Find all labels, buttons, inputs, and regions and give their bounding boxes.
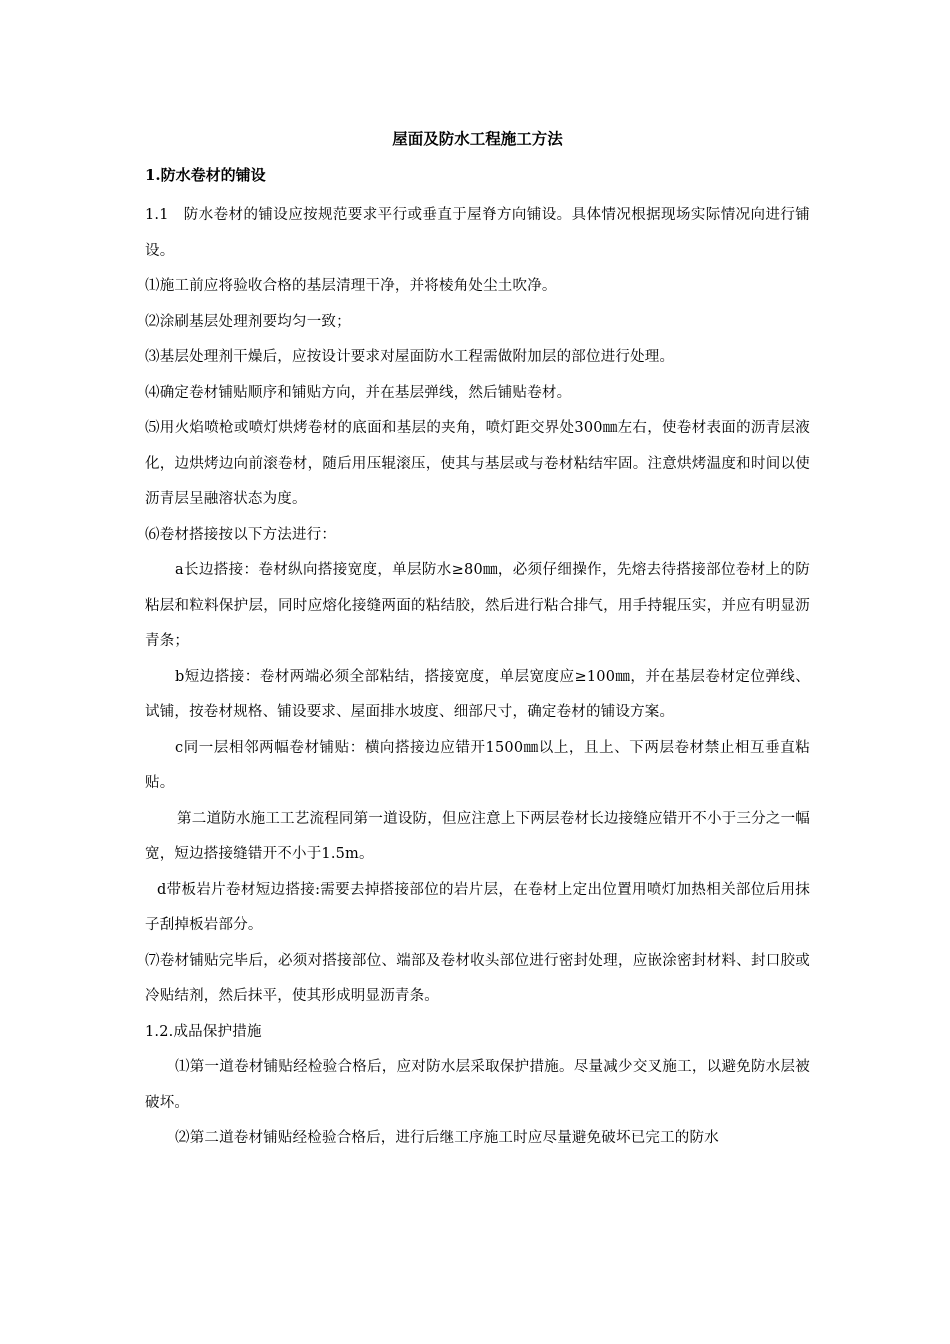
section-heading-1: 1.防水卷材的铺设	[145, 166, 266, 184]
step-2: ⑵涂刷基层处理剂要均匀一致；	[145, 313, 351, 330]
step-6-a: a长边搭接：卷材纵向搭接宽度，单层防水≥80㎜，必须仔细操作，先熔去待搭接部位卷材上的防粘层和粒料保护层，同时应熔化接缝两面的粘结胶，然后进行粘合排气，用手持辊压实，并应有明显沥青条；	[145, 562, 810, 649]
step-3: ⑶基层处理剂干燥后，应按设计要求对屋面防水工程需做附加层的部位进行处理。	[145, 349, 675, 365]
step-6: ⑹卷材搭接按以下方法进行：	[145, 526, 337, 543]
section-heading-1-2: 1.2.成品保护措施	[145, 1023, 262, 1040]
protect-1: ⑴第一道卷材铺贴经检验合格后，应对防水层采取保护措施。尽量减少交叉施工，以避免防水层被破坏。	[145, 1059, 810, 1111]
step-1: ⑴施工前应将验收合格的基层清理干净，并将棱角处尘土吹净。	[145, 278, 557, 294]
second-layer-paragraph: 第二道防水施工工艺流程同第一道设防，但应注意上下两层卷材长边接缝应错开不小于三分之一幅宽，短边搭接缝错开不小于1.5m。	[145, 810, 810, 862]
paragraph-1-1: 1.1 防水卷材的铺设应按规范要求平行或垂直于屋脊方向铺设。具体情况根据现场实际情况向进行铺设。	[145, 207, 810, 259]
document-title: 屋面及防水工程施工方法	[392, 129, 563, 148]
step-7: ⑺卷材铺贴完毕后，必须对搭接部位、端部及卷材收头部位进行密封处理，应嵌涂密封材料、封口胶或冷贴结剂，然后抹平，使其形成明显沥青条。	[145, 952, 810, 1004]
step-5: ⑸用火焰喷枪或喷灯烘烤卷材的底面和基层的夹角，喷灯距交界处300㎜左右，使卷材表面的沥青层液化，边烘烤边向前滚卷材，随后用压辊滚压，使其与基层或与卷材粘结牢固。注意烘烤温度和时间以使沥青层呈融溶状态为度。	[145, 420, 810, 507]
step-4: ⑷确定卷材铺贴顺序和铺贴方向，并在基层弹线，然后铺贴卷材。	[145, 384, 572, 401]
document-body	[145, 122, 810, 1157]
step-6-d: d带板岩片卷材短边搭接:需要去掉搭接部位的岩片层，在卷材上定出位置用喷灯加热相关部位后用抹子刮掉板岩部分。	[145, 881, 810, 933]
step-6-b: b短边搭接：卷材两端必须全部粘结，搭接宽度，单层宽度应≥100㎜，并在基层卷材定位弹线、试铺，按卷材规格、铺设要求、屋面排水坡度、细部尺寸，确定卷材的铺设方案。	[145, 668, 810, 720]
protect-2: ⑵第二道卷材铺贴经检验合格后，进行后继工序施工时应尽量避免破坏已完工的防水	[175, 1130, 719, 1146]
step-6-c: c同一层相邻两幅卷材铺贴：横向搭接边应错开1500㎜以上，且上、下两层卷材禁止相互垂直粘贴。	[145, 739, 810, 791]
